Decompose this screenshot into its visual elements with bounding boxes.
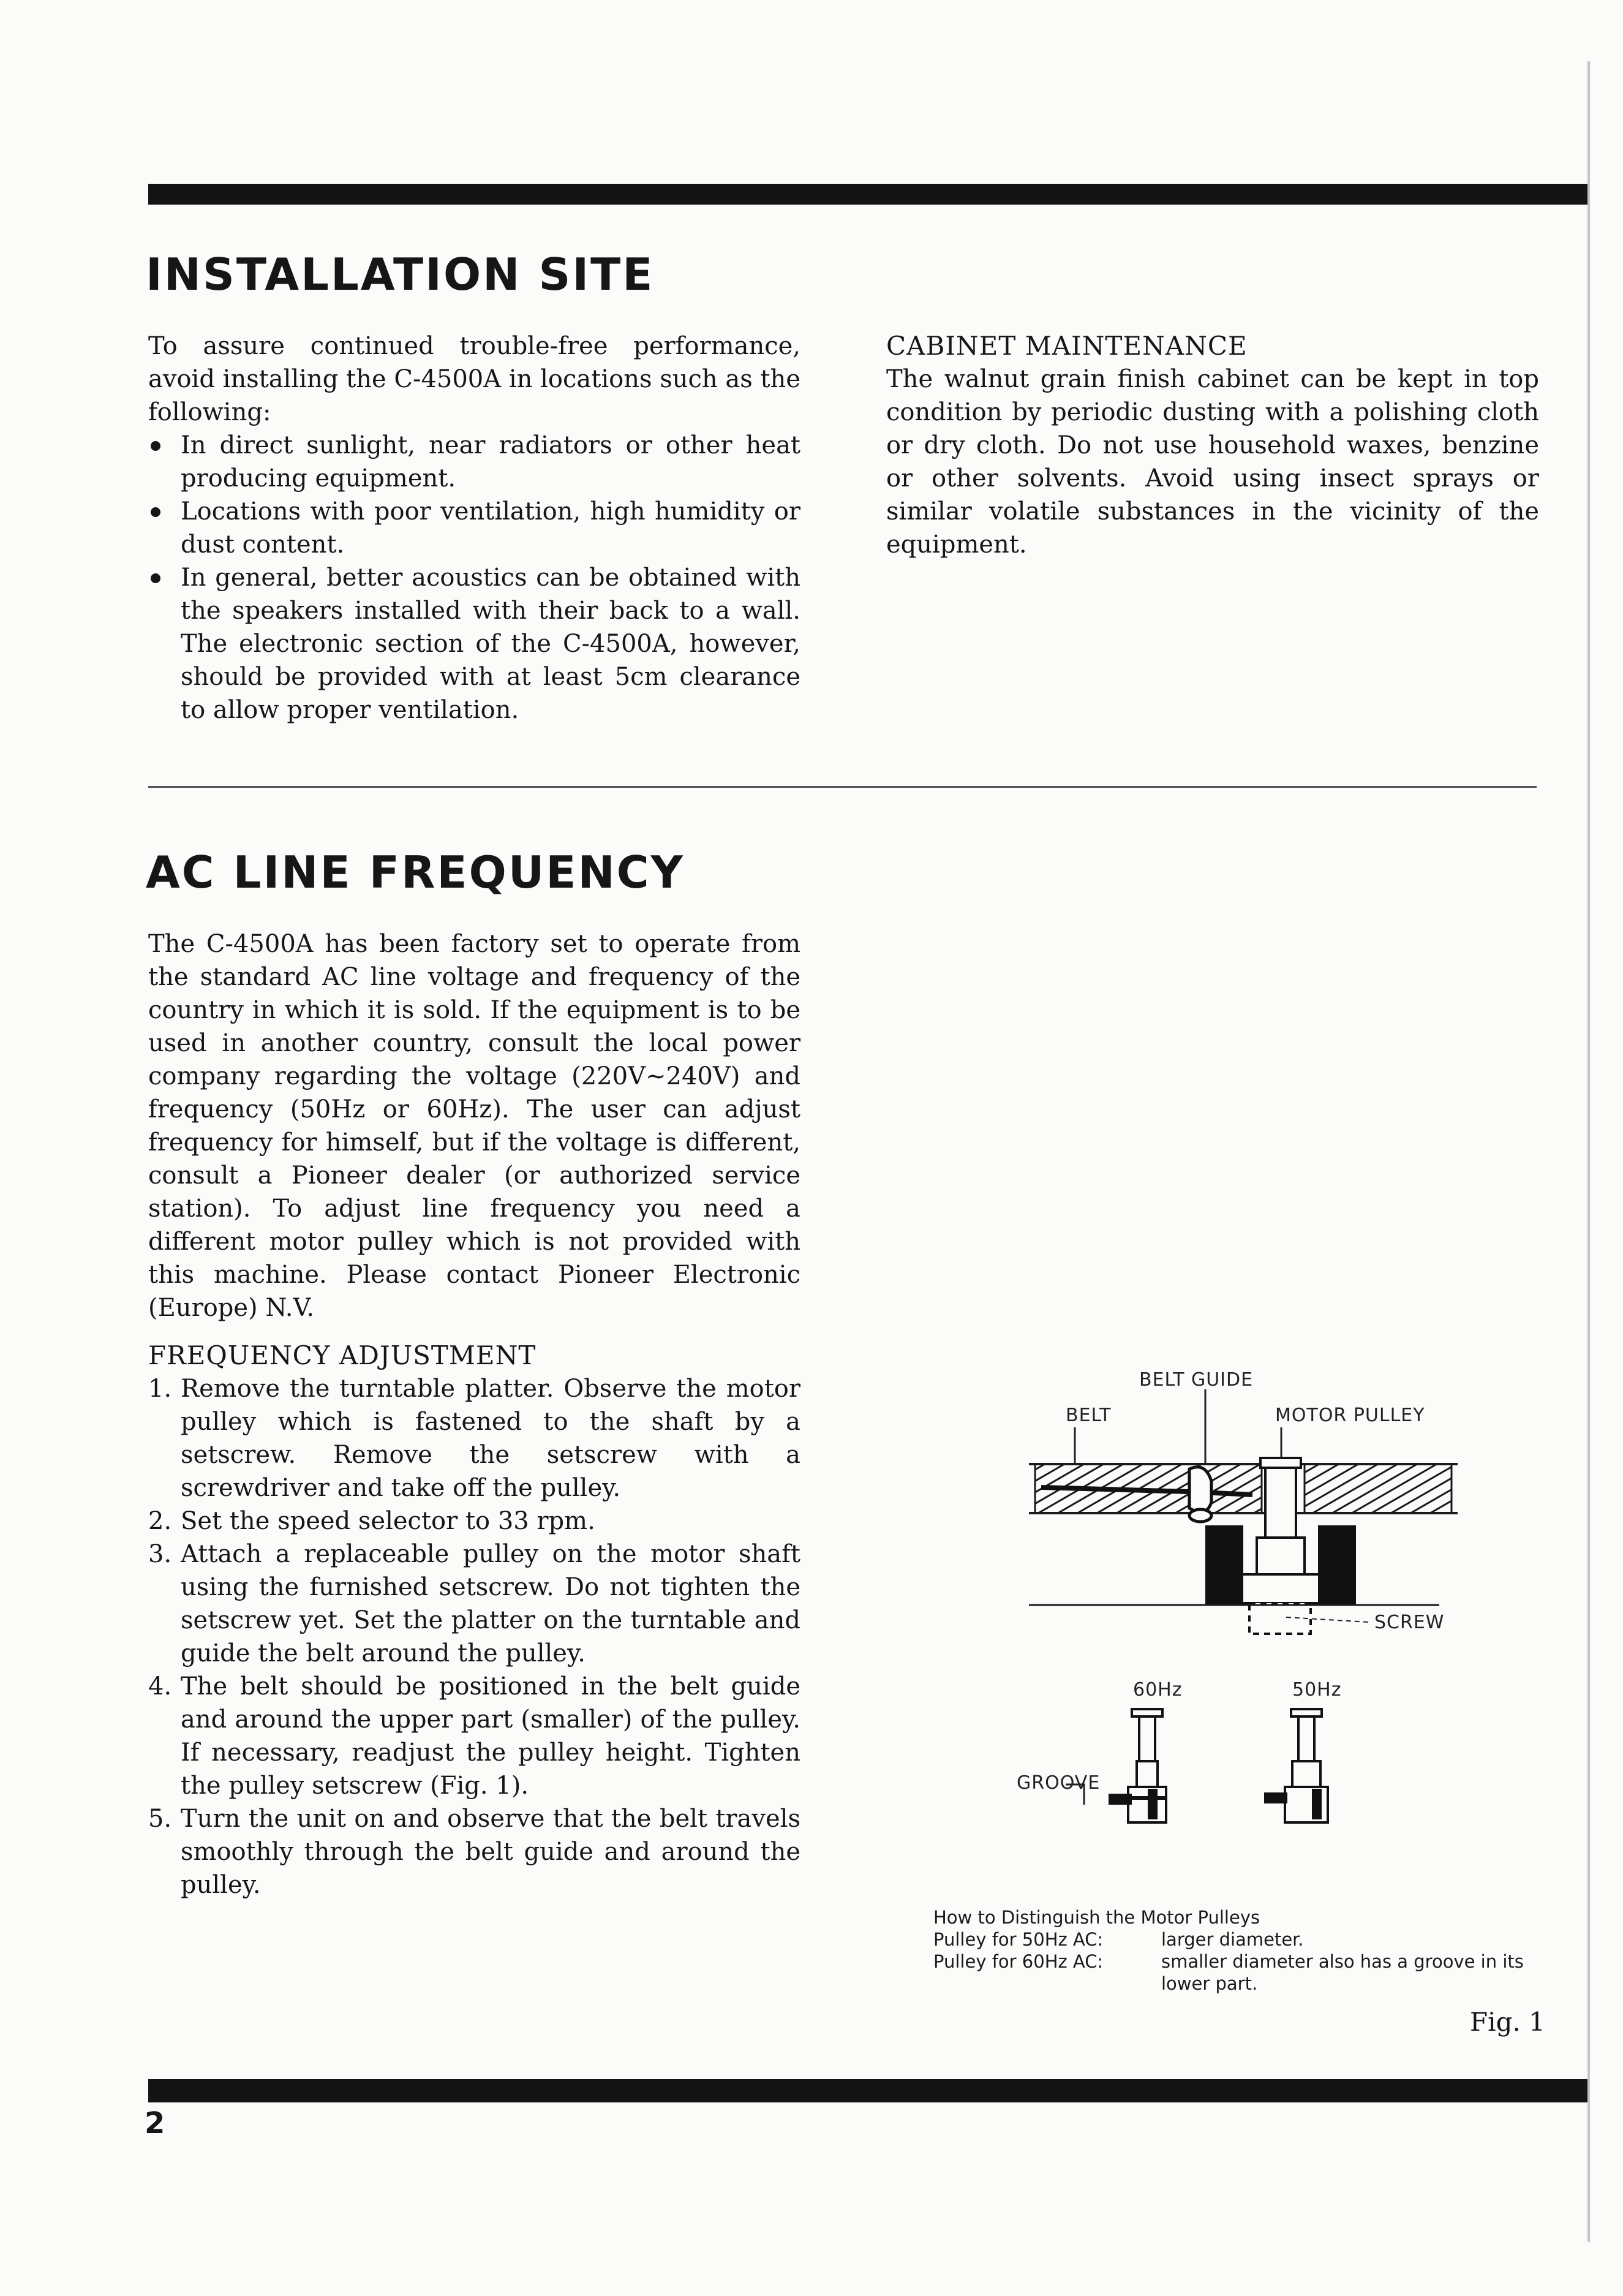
belt-label: BELT [1066, 1405, 1112, 1426]
ac-line-frequency-section [148, 927, 800, 1324]
step-number: 2. [148, 1507, 172, 1535]
step-item [148, 1505, 800, 1538]
step-text: Remove the turntable platter. Observe the motor pulley which is fastened to the shaft by a setscrew. Remove the setscrew with a screwdriver and take off the pulley. [181, 1375, 800, 1502]
installation-bullet-list [148, 429, 800, 727]
bullet-item: In direct sunlight, near radiators or other heat producing equipment. [148, 429, 800, 495]
caption-value: smaller diameter also has a groove in its lower part. [1161, 1951, 1524, 1994]
step-number: 1. [148, 1375, 172, 1403]
frequency-adjustment-steps [148, 1372, 800, 1901]
caption-key: Pulley for 60Hz AC: [933, 1951, 1104, 1972]
caption-row [933, 1950, 1546, 1995]
figure-caption [933, 1906, 1546, 1995]
step-text: Turn the unit on and observe that the belt travels smoothly through the belt guide and around the pulley. [181, 1805, 800, 1899]
frequency-adjustment-section [148, 1339, 800, 1901]
figure-label: Fig. 1 [1470, 2007, 1545, 2037]
bullet-item: In general, better acoustics can be obtained with the speakers installed with their back to a wall. The electronic section of the C-4500A, however, should be provided with at least 5cm clearance to allow proper ventilation. [148, 561, 800, 727]
frequency-adjustment-heading: FREQUENCY ADJUSTMENT [148, 1340, 537, 1370]
step-text: Attach a replaceable pulley on the motor shaft using the furnished setscrew. Do not tighten the setscrew yet. Set the platter on the turntable and guide the belt around the pulley. [181, 1540, 800, 1667]
caption-key: Pulley for 50Hz AC: [933, 1929, 1104, 1950]
cabinet-maintenance-heading: CABINET MAINTENANCE [886, 331, 1248, 361]
motor-pulley-diagram [1017, 1366, 1507, 1899]
top-divider-bar [148, 184, 1587, 205]
step-number: 4. [148, 1672, 172, 1701]
bullet-item: Locations with poor ventilation, high humidity or dust content. [148, 495, 800, 561]
step-text: The belt should be positioned in the belt guide and around the upper part (smaller) of the pulley. If necessary, readjust the pulley height. Tighten the pulley setscrew (Fig. 1). [181, 1672, 800, 1800]
belt-guide-shape [1189, 1467, 1211, 1522]
installation-site-heading: INSTALLATION SITE [146, 249, 655, 300]
ac-line-frequency-body: The C-4500A has been factory set to operate from the standard AC line voltage and frequency of the country in which it is sold. If the equipment is to be used in another country, consult the local power company regarding the voltage (220V~240V) and frequency (50Hz or 60Hz). The user can adjust frequency for himself, but if the voltage is different, consult a Pioneer dealer (or authorized service station). To adjust line frequency you need a different motor pulley which is not provided with this machine. Please contact Pioneer Electronic (Europe) N.V. [148, 930, 800, 1322]
step-number: 3. [148, 1540, 172, 1568]
page-edge-line [1587, 61, 1590, 2242]
step-item [148, 1372, 800, 1505]
screw-label: SCREW [1374, 1612, 1445, 1633]
step-number: 5. [148, 1805, 172, 1833]
ac-line-frequency-heading: AC LINE FREQUENCY [146, 847, 685, 898]
caption-value: larger diameter. [1161, 1929, 1304, 1950]
step-item [148, 1538, 800, 1670]
step-text: Set the speed selector to 33 rpm. [181, 1507, 595, 1535]
installation-intro: To assure continued trouble-free performance, avoid installing the C-4500A in locations such as the following: [148, 332, 800, 426]
pulley-60hz-shape [1110, 1709, 1166, 1822]
caption-row [933, 1928, 1546, 1950]
page-number: 2 [145, 2106, 165, 2140]
cabinet-maintenance-section [886, 330, 1539, 561]
installation-site-section [148, 330, 800, 727]
hz50-label: 50Hz [1292, 1679, 1342, 1701]
step-item [148, 1670, 800, 1802]
groove-label: GROOVE [1017, 1772, 1101, 1794]
belt-guide-label: BELT GUIDE [1139, 1369, 1254, 1391]
cabinet-maintenance-body: The walnut grain finish cabinet can be kept in top condition by periodic dusting with a polishing cloth or dry cloth. Do not use household waxes, benzine or other solvents. Avoid using insect sprays or similar volatile substances in the vicinity of the equipment. [886, 365, 1539, 559]
caption-heading: How to Distinguish the Motor Pulleys [933, 1907, 1260, 1928]
step-item [148, 1802, 800, 1901]
hz60-label: 60Hz [1133, 1679, 1183, 1701]
bottom-divider-bar [148, 2079, 1587, 2102]
motor-pulley-label: MOTOR PULLEY [1275, 1405, 1425, 1426]
section-divider [148, 786, 1537, 788]
pulley-50hz-shape [1265, 1709, 1328, 1822]
